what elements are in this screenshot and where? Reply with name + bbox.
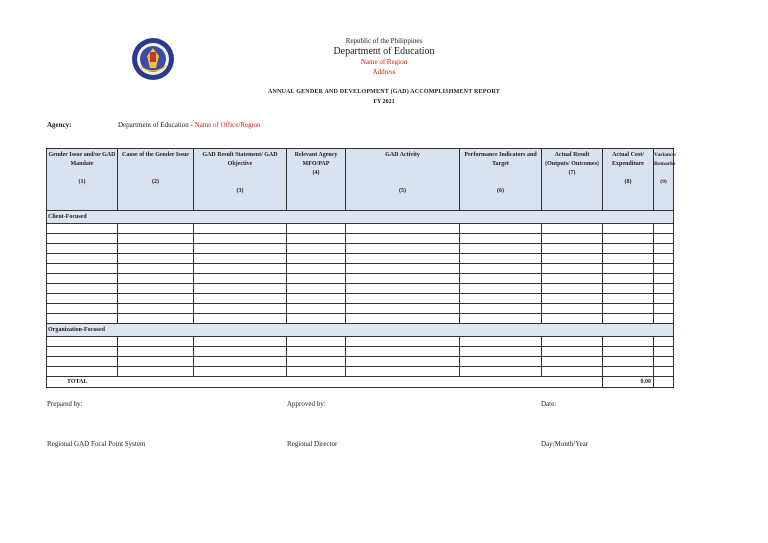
table-row — [47, 314, 674, 324]
col-header: Cause of the Gender Issue (2) — [118, 149, 194, 211]
agency-department: Department of Education - — [118, 121, 195, 129]
prepared-by-name: Regional GAD Focal Point System — [47, 440, 146, 448]
col-header: Actual Result (Outputs/ Outcomes) (7) — [542, 149, 603, 211]
prepared-by-label: Prepared by: — [47, 400, 83, 408]
col-header: Performance Indicators and Target (6) — [460, 149, 542, 211]
section-client-focused: Client-Focused — [47, 211, 674, 224]
total-label: TOTAL — [47, 377, 603, 388]
table-row — [47, 234, 674, 244]
table-row — [47, 367, 674, 377]
table-row — [47, 304, 674, 314]
accomplishment-table — [46, 148, 677, 388]
approved-by-label: Approved by: — [287, 400, 326, 408]
agency-label: Agency: — [47, 121, 72, 129]
department-name: Department of Education — [333, 46, 435, 57]
table-row — [47, 337, 674, 347]
table-row — [47, 264, 674, 274]
table-row — [47, 254, 674, 264]
table-row — [47, 357, 674, 367]
approved-by-name: Regional Director — [287, 440, 338, 448]
section-organization-focused: Organization-Focused — [47, 324, 674, 337]
region-name: Name of Region — [360, 58, 408, 66]
agency-office: Name of Office/Region — [194, 121, 261, 129]
date-label: Date: — [541, 400, 557, 408]
total-value: 0.00 — [603, 377, 654, 388]
fiscal-year: FY 2021 — [373, 99, 395, 105]
col-header: Actual Cost/ Expenditure (8) — [603, 149, 654, 211]
table-row — [47, 294, 674, 304]
col-header: Variance/ Remarks (9) — [654, 149, 674, 211]
date-format: Day/Month/Year — [541, 440, 589, 448]
col-header: Relevant Agency MFO/PAP (4) — [287, 149, 346, 211]
total-row — [47, 377, 674, 388]
col-header: GAD Activity (5) — [346, 149, 460, 211]
address: Address — [372, 68, 396, 76]
table-row — [47, 347, 674, 357]
table-row — [47, 284, 674, 294]
table-row — [47, 224, 674, 234]
agency-value — [118, 121, 261, 129]
col-header: Gender Issue and/or GAD Mandate (1) — [47, 149, 118, 211]
col-header: GAD Result Statement/ GAD Objective (3) — [194, 149, 287, 211]
table-row — [47, 244, 674, 254]
table-row — [47, 274, 674, 284]
republic-label: Republic of the Philippines — [345, 37, 423, 45]
report-title: ANNUAL GENDER AND DEVELOPMENT (GAD) ACCOMPLISHMENT REPORT — [268, 89, 500, 95]
table-header-row — [47, 149, 674, 211]
